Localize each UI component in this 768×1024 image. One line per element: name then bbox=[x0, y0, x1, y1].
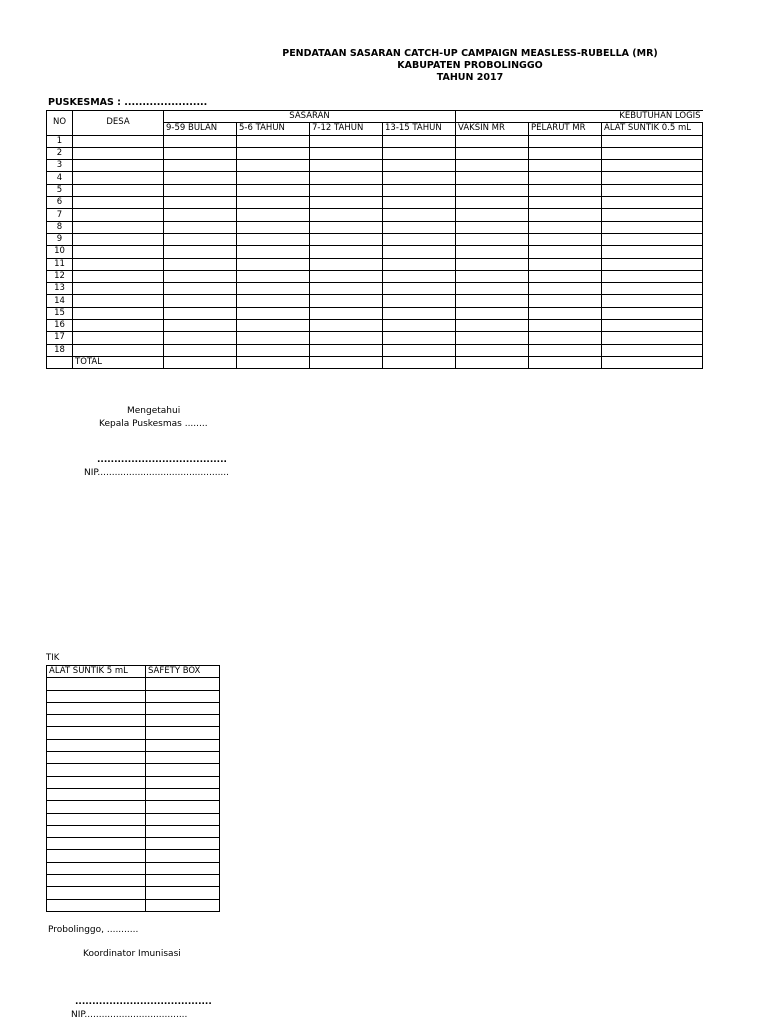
table-row bbox=[47, 246, 703, 258]
table-cell bbox=[456, 160, 529, 172]
row-number: 6 bbox=[47, 197, 73, 209]
signature-line-1: ...................................... bbox=[97, 455, 227, 465]
table-cell bbox=[310, 270, 383, 282]
table-cell bbox=[164, 233, 237, 245]
table-cell bbox=[73, 332, 164, 344]
table-row bbox=[47, 332, 703, 344]
table-cell bbox=[456, 307, 529, 319]
table-cell bbox=[602, 246, 703, 258]
table-cell bbox=[383, 209, 456, 221]
table-cell bbox=[73, 221, 164, 233]
sasaran-table bbox=[46, 110, 703, 369]
table-cell bbox=[73, 184, 164, 196]
table-cell bbox=[47, 813, 146, 825]
table-cell bbox=[146, 899, 220, 911]
table-row bbox=[47, 887, 220, 899]
table-row bbox=[47, 862, 220, 874]
table-row bbox=[47, 875, 220, 887]
table-row bbox=[47, 147, 703, 159]
total-row bbox=[47, 356, 703, 368]
table-cell bbox=[529, 356, 602, 368]
table-cell bbox=[237, 209, 310, 221]
table-cell bbox=[456, 197, 529, 209]
table-row bbox=[47, 270, 703, 282]
table-cell bbox=[164, 172, 237, 184]
mengetahui-label: Mengetahui bbox=[127, 406, 181, 416]
row-number: 15 bbox=[47, 307, 73, 319]
table-cell bbox=[529, 344, 602, 356]
place-date: Probolinggo, ........... bbox=[48, 925, 139, 935]
table-cell bbox=[529, 258, 602, 270]
table-cell bbox=[146, 862, 220, 874]
table-cell bbox=[310, 258, 383, 270]
table-cell bbox=[310, 135, 383, 147]
table-cell bbox=[146, 752, 220, 764]
table-cell bbox=[602, 233, 703, 245]
table-cell bbox=[310, 233, 383, 245]
table-cell bbox=[383, 270, 456, 282]
table-cell bbox=[383, 160, 456, 172]
table-cell bbox=[456, 295, 529, 307]
table-row bbox=[47, 678, 220, 690]
row-number: 4 bbox=[47, 172, 73, 184]
col-9-59-bulan: 9-59 BULAN bbox=[164, 123, 237, 135]
puskesmas-label: PUSKESMAS : ....................... bbox=[48, 97, 208, 108]
table-row bbox=[47, 764, 220, 776]
table-cell bbox=[310, 197, 383, 209]
table-row bbox=[47, 752, 220, 764]
row-number: 11 bbox=[47, 258, 73, 270]
table-cell bbox=[237, 270, 310, 282]
table-cell bbox=[310, 356, 383, 368]
row-number: 9 bbox=[47, 233, 73, 245]
table-cell bbox=[456, 344, 529, 356]
table-cell bbox=[237, 258, 310, 270]
row-number: 14 bbox=[47, 295, 73, 307]
table-cell bbox=[310, 160, 383, 172]
table-cell bbox=[73, 160, 164, 172]
row-number: 12 bbox=[47, 270, 73, 282]
table-cell bbox=[602, 332, 703, 344]
table-row bbox=[47, 258, 703, 270]
table-cell bbox=[310, 147, 383, 159]
row-number: 16 bbox=[47, 320, 73, 332]
table-cell bbox=[146, 776, 220, 788]
kepala-puskesmas-label: Kepala Puskesmas ........ bbox=[99, 419, 208, 429]
table-cell bbox=[146, 801, 220, 813]
table-cell bbox=[164, 258, 237, 270]
table-cell bbox=[146, 715, 220, 727]
table-cell bbox=[529, 246, 602, 258]
table-row bbox=[47, 727, 220, 739]
col-7-12-tahun: 7-12 TAHUN bbox=[310, 123, 383, 135]
table-cell bbox=[529, 147, 602, 159]
table-cell bbox=[310, 172, 383, 184]
table-cell bbox=[47, 739, 146, 751]
table-cell bbox=[456, 184, 529, 196]
table-cell bbox=[47, 356, 73, 368]
table-cell bbox=[47, 678, 146, 690]
table-row bbox=[47, 221, 703, 233]
table-cell bbox=[164, 160, 237, 172]
table-cell bbox=[164, 283, 237, 295]
table-cell bbox=[310, 221, 383, 233]
table-cell bbox=[310, 307, 383, 319]
table-cell bbox=[529, 221, 602, 233]
total-label: TOTAL bbox=[73, 356, 164, 368]
table-cell bbox=[73, 295, 164, 307]
table-cell bbox=[146, 702, 220, 714]
koordinator-label: Koordinator Imunisasi bbox=[83, 949, 181, 959]
desa-header: DESA bbox=[73, 111, 164, 136]
table-cell bbox=[47, 825, 146, 837]
table-cell bbox=[602, 283, 703, 295]
row-number: 10 bbox=[47, 246, 73, 258]
table-cell bbox=[237, 147, 310, 159]
header-line-1: PENDATAAN SASARAN CATCH-UP CAMPAIGN MEASLESS-RUBELLA (MR) bbox=[282, 48, 658, 59]
row-number: 3 bbox=[47, 160, 73, 172]
table-cell bbox=[73, 147, 164, 159]
table-cell bbox=[602, 184, 703, 196]
table-cell bbox=[383, 197, 456, 209]
table-cell bbox=[383, 283, 456, 295]
table-cell bbox=[456, 209, 529, 221]
table-cell bbox=[237, 344, 310, 356]
table-cell bbox=[456, 172, 529, 184]
table-cell bbox=[146, 788, 220, 800]
table-cell bbox=[164, 184, 237, 196]
row-number: 13 bbox=[47, 283, 73, 295]
table-row bbox=[47, 899, 220, 911]
table-row bbox=[47, 307, 703, 319]
table-cell bbox=[237, 233, 310, 245]
table-cell bbox=[146, 838, 220, 850]
table-cell bbox=[310, 295, 383, 307]
table-cell bbox=[310, 344, 383, 356]
sasaran-header: SASARAN bbox=[164, 111, 456, 123]
table-row bbox=[47, 702, 220, 714]
logistik-header-cont: TIK bbox=[46, 653, 60, 663]
table-cell bbox=[310, 332, 383, 344]
table-cell bbox=[529, 184, 602, 196]
row-number: 5 bbox=[47, 184, 73, 196]
table-cell bbox=[146, 887, 220, 899]
table-cell bbox=[529, 209, 602, 221]
table-cell bbox=[529, 233, 602, 245]
table-row bbox=[47, 233, 703, 245]
col-pelarut-mr: PELARUT MR bbox=[529, 123, 602, 135]
header-line-2: KABUPATEN PROBOLINGGO bbox=[397, 60, 543, 71]
table-cell bbox=[456, 356, 529, 368]
table-cell bbox=[310, 184, 383, 196]
nip-2: NIP.................................... bbox=[71, 1010, 188, 1020]
table-cell bbox=[164, 295, 237, 307]
table-cell bbox=[146, 764, 220, 776]
table-cell bbox=[310, 320, 383, 332]
table-row bbox=[47, 850, 220, 862]
table-cell bbox=[310, 283, 383, 295]
table-cell bbox=[602, 344, 703, 356]
table-row bbox=[47, 172, 703, 184]
table-cell bbox=[146, 690, 220, 702]
table-cell bbox=[602, 320, 703, 332]
table-cell bbox=[383, 221, 456, 233]
table-row bbox=[47, 320, 703, 332]
table-row bbox=[47, 197, 703, 209]
table-row bbox=[47, 813, 220, 825]
table-cell bbox=[73, 283, 164, 295]
table-cell bbox=[164, 270, 237, 282]
table-cell bbox=[602, 258, 703, 270]
table-cell bbox=[237, 283, 310, 295]
table-cell bbox=[383, 307, 456, 319]
table-cell bbox=[310, 209, 383, 221]
table-cell bbox=[383, 135, 456, 147]
table-cell bbox=[602, 147, 703, 159]
table-cell bbox=[164, 197, 237, 209]
table-row bbox=[47, 788, 220, 800]
table-cell bbox=[146, 825, 220, 837]
table-cell bbox=[164, 209, 237, 221]
table-cell bbox=[237, 295, 310, 307]
table-cell bbox=[47, 690, 146, 702]
table-cell bbox=[529, 270, 602, 282]
table-cell bbox=[164, 332, 237, 344]
table-cell bbox=[47, 862, 146, 874]
table-row bbox=[47, 825, 220, 837]
table-cell bbox=[602, 197, 703, 209]
table-cell bbox=[602, 270, 703, 282]
table-cell bbox=[164, 246, 237, 258]
table-cell bbox=[237, 246, 310, 258]
col-13-15-tahun: 13-15 TAHUN bbox=[383, 123, 456, 135]
table-row bbox=[47, 690, 220, 702]
table-cell bbox=[456, 246, 529, 258]
table-cell bbox=[237, 221, 310, 233]
table-cell bbox=[529, 160, 602, 172]
table-cell bbox=[47, 875, 146, 887]
table-row bbox=[47, 739, 220, 751]
table-cell bbox=[237, 197, 310, 209]
signature-line-2: ........................................ bbox=[75, 997, 212, 1007]
table-cell bbox=[237, 356, 310, 368]
table-cell bbox=[383, 320, 456, 332]
table-cell bbox=[164, 356, 237, 368]
table-cell bbox=[47, 776, 146, 788]
table-cell bbox=[529, 197, 602, 209]
table-cell bbox=[47, 801, 146, 813]
table-row bbox=[47, 715, 220, 727]
table-row bbox=[47, 135, 703, 147]
logistik-header: KEBUTUHAN LOGIS bbox=[456, 111, 703, 123]
table-cell bbox=[237, 160, 310, 172]
table-cell bbox=[146, 850, 220, 862]
table-row bbox=[47, 209, 703, 221]
table-cell bbox=[529, 135, 602, 147]
row-number: 7 bbox=[47, 209, 73, 221]
table-cell bbox=[73, 307, 164, 319]
table-cell bbox=[383, 258, 456, 270]
table-cell bbox=[383, 172, 456, 184]
table-cell bbox=[456, 233, 529, 245]
table-cell bbox=[529, 295, 602, 307]
table-cell bbox=[602, 295, 703, 307]
row-number: 1 bbox=[47, 135, 73, 147]
table-cell bbox=[602, 172, 703, 184]
table-cell bbox=[47, 752, 146, 764]
table-cell bbox=[456, 221, 529, 233]
table-row bbox=[47, 184, 703, 196]
table-cell bbox=[529, 283, 602, 295]
table-cell bbox=[529, 332, 602, 344]
table-cell bbox=[73, 270, 164, 282]
table-cell bbox=[602, 356, 703, 368]
table-cell bbox=[146, 678, 220, 690]
row-number: 17 bbox=[47, 332, 73, 344]
table-cell bbox=[73, 172, 164, 184]
table-cell bbox=[383, 332, 456, 344]
table-cell bbox=[47, 899, 146, 911]
table-cell bbox=[47, 715, 146, 727]
table-cell bbox=[73, 344, 164, 356]
table-cell bbox=[529, 320, 602, 332]
table-cell bbox=[146, 813, 220, 825]
table-cell bbox=[164, 307, 237, 319]
table-cell bbox=[73, 209, 164, 221]
table-cell bbox=[383, 344, 456, 356]
table-cell bbox=[164, 221, 237, 233]
col-vaksin-mr: VAKSIN MR bbox=[456, 123, 529, 135]
col-alat-suntik-5: ALAT SUNTIK 5 mL bbox=[47, 666, 146, 678]
row-number: 2 bbox=[47, 147, 73, 159]
header-line-3: TAHUN 2017 bbox=[436, 72, 504, 83]
table-cell bbox=[47, 702, 146, 714]
table-cell bbox=[146, 875, 220, 887]
table-row bbox=[47, 344, 703, 356]
table-cell bbox=[237, 320, 310, 332]
table-cell bbox=[237, 332, 310, 344]
table-cell bbox=[383, 184, 456, 196]
table-cell bbox=[237, 184, 310, 196]
table-cell bbox=[73, 233, 164, 245]
table-cell bbox=[456, 270, 529, 282]
table-cell bbox=[47, 838, 146, 850]
table-cell bbox=[456, 332, 529, 344]
table-cell bbox=[602, 209, 703, 221]
table-cell bbox=[237, 172, 310, 184]
table-cell bbox=[73, 258, 164, 270]
table-cell bbox=[383, 147, 456, 159]
table-cell bbox=[383, 246, 456, 258]
table-cell bbox=[47, 727, 146, 739]
table-cell bbox=[602, 221, 703, 233]
col-alat-suntik-05: ALAT SUNTIK 0.5 mL bbox=[602, 123, 703, 135]
table-cell bbox=[456, 258, 529, 270]
no-header: NO bbox=[47, 111, 73, 136]
table-cell bbox=[529, 172, 602, 184]
table-cell bbox=[237, 307, 310, 319]
table-cell bbox=[383, 356, 456, 368]
nip-1: NIP.............................................. bbox=[84, 468, 230, 478]
table-cell bbox=[164, 135, 237, 147]
table-cell bbox=[456, 320, 529, 332]
logistik-table bbox=[46, 665, 220, 912]
table-cell bbox=[47, 788, 146, 800]
table-cell bbox=[164, 320, 237, 332]
table-cell bbox=[47, 887, 146, 899]
table-cell bbox=[164, 344, 237, 356]
table-cell bbox=[47, 764, 146, 776]
table-cell bbox=[456, 147, 529, 159]
table-cell bbox=[73, 320, 164, 332]
table-cell bbox=[529, 307, 602, 319]
table-row bbox=[47, 160, 703, 172]
table-row bbox=[47, 295, 703, 307]
table-cell bbox=[164, 147, 237, 159]
table-row bbox=[47, 838, 220, 850]
table-cell bbox=[73, 197, 164, 209]
table-row bbox=[47, 801, 220, 813]
table-cell bbox=[73, 246, 164, 258]
table-cell bbox=[383, 295, 456, 307]
table-cell bbox=[602, 307, 703, 319]
table-cell bbox=[310, 246, 383, 258]
table-cell bbox=[602, 160, 703, 172]
row-number: 18 bbox=[47, 344, 73, 356]
row-number: 8 bbox=[47, 221, 73, 233]
table-cell bbox=[237, 135, 310, 147]
table-cell bbox=[456, 283, 529, 295]
table-cell bbox=[383, 233, 456, 245]
table-cell bbox=[146, 739, 220, 751]
table-cell bbox=[146, 727, 220, 739]
table-cell bbox=[47, 850, 146, 862]
table-row bbox=[47, 776, 220, 788]
table-cell bbox=[602, 135, 703, 147]
table-cell bbox=[73, 135, 164, 147]
col-safety-box: SAFETY BOX bbox=[146, 666, 220, 678]
col-5-6-tahun: 5-6 TAHUN bbox=[237, 123, 310, 135]
table-row bbox=[47, 283, 703, 295]
table-cell bbox=[456, 135, 529, 147]
